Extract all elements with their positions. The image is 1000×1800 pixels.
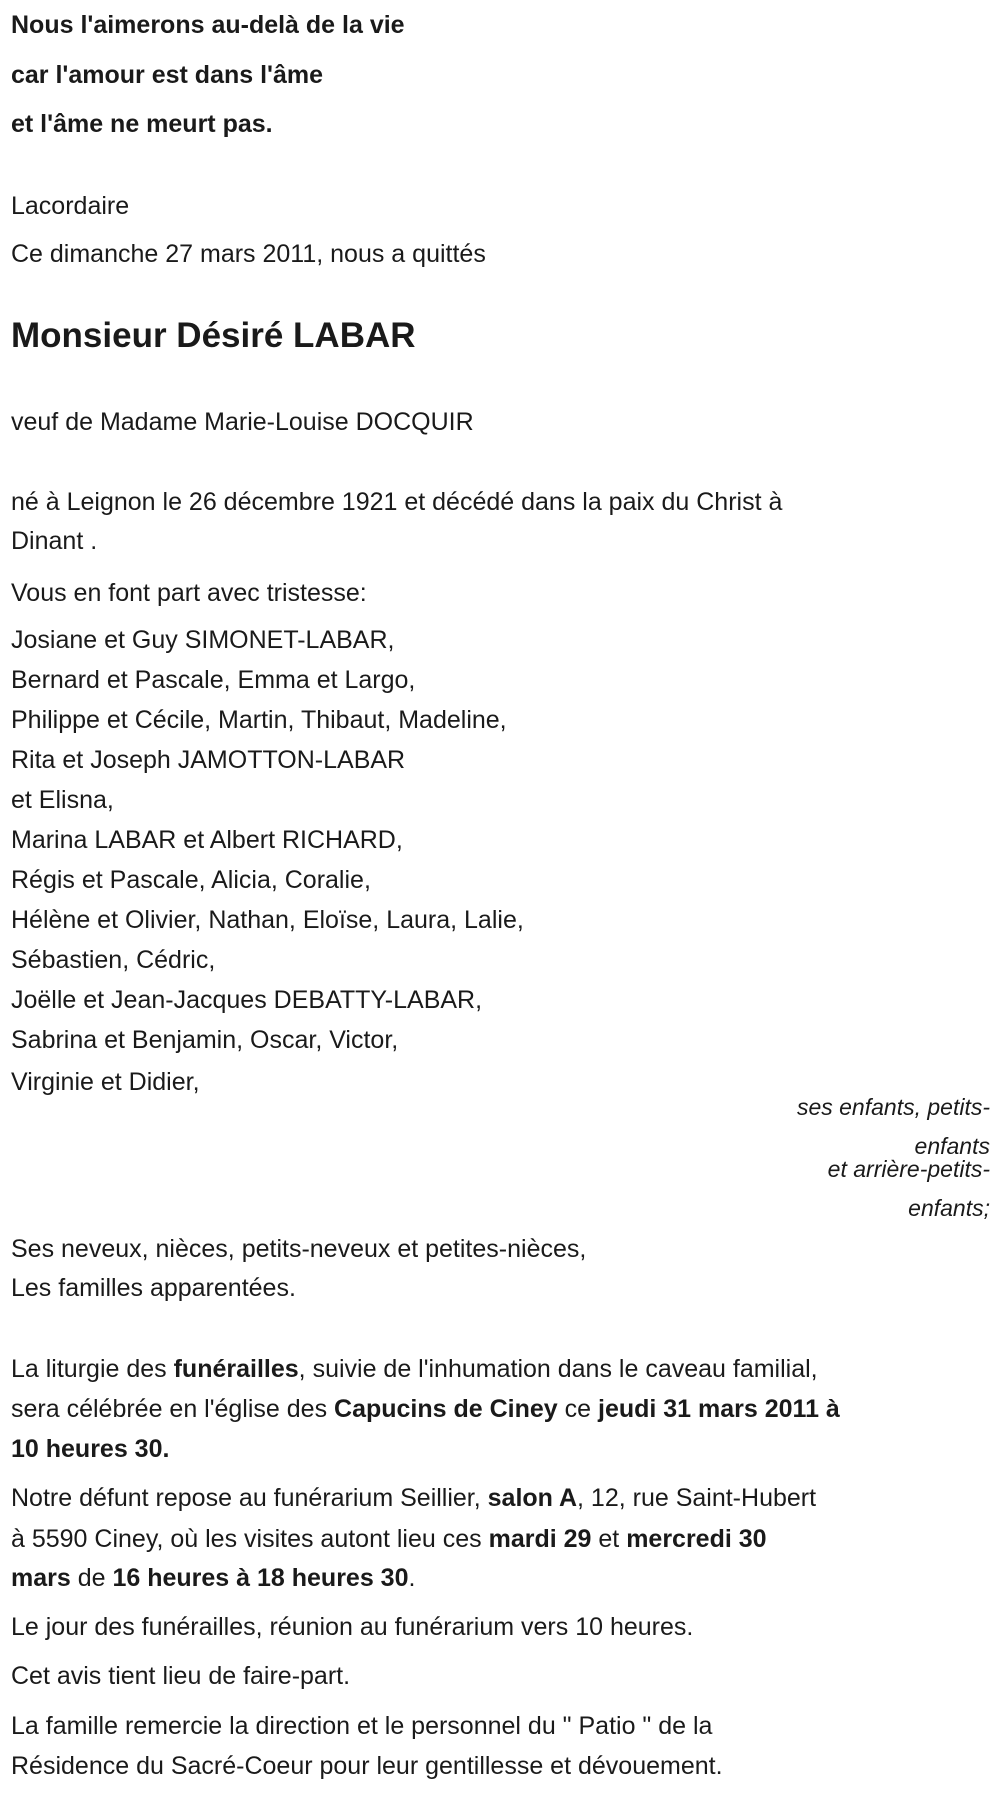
- text: La liturgie des: [11, 1355, 174, 1383]
- family-line: Bernard et Pascale, Emma et Largo,: [11, 666, 416, 694]
- liturgy-line: [11, 1349, 818, 1389]
- family-line: Sabrina et Benjamin, Oscar, Victor,: [11, 1026, 399, 1054]
- family-line: Marina LABAR et Albert RICHARD,: [11, 826, 403, 854]
- text: Capucins de Ciney: [334, 1395, 558, 1423]
- quote-author: Lacordaire: [11, 192, 130, 220]
- text: , 12, rue Saint-Hubert: [577, 1484, 817, 1512]
- visit-line: [11, 1478, 816, 1518]
- birth-line: né à Leignon le 26 décembre 1921 et décédé dans la paix du Christ à: [11, 488, 783, 516]
- text: mardi 29: [488, 1525, 592, 1553]
- text: mercredi 30: [626, 1525, 767, 1553]
- thanks-line: Résidence du Sacré-Coeur pour leur gentillesse et dévouement.: [11, 1752, 723, 1780]
- others-line: Les familles apparentées.: [11, 1274, 296, 1302]
- intro: Ce dimanche 27 mars 2011, nous a quittés: [11, 240, 486, 268]
- relation-line: ses enfants, petits-: [796, 1094, 990, 1120]
- birth-line: Dinant .: [11, 527, 98, 555]
- deceased-name: Monsieur Désiré LABAR: [11, 316, 416, 355]
- family-line: Régis et Pascale, Alicia, Coralie,: [11, 866, 371, 894]
- visit-line: [11, 1519, 767, 1559]
- text: et: [591, 1525, 627, 1553]
- text: salon A: [487, 1484, 578, 1512]
- family-line: Joëlle et Jean-Jacques DEBATTY-LABAR,: [11, 986, 483, 1014]
- announce: Vous en font part avec tristesse:: [11, 579, 367, 607]
- visit-line: [11, 1558, 415, 1598]
- text: jeudi 31 mars 2011 à: [598, 1395, 840, 1423]
- meeting: Le jour des funérailles, réunion au funérarium vers 10 heures.: [11, 1613, 694, 1641]
- family-line: Sébastien, Cédric,: [11, 946, 216, 974]
- liturgy-line: 10 heures 30.: [11, 1435, 170, 1463]
- text: , suivie de l'inhumation dans le caveau familial,: [298, 1355, 818, 1383]
- relation-line: enfants: [914, 1133, 990, 1159]
- quote-line: et l'âme ne meurt pas.: [11, 110, 273, 138]
- text: funérailles: [173, 1355, 299, 1383]
- family-line: Rita et Joseph JAMOTTON-LABAR: [11, 746, 406, 774]
- quote-line: Nous l'aimerons au-delà de la vie: [11, 11, 405, 39]
- text: ce: [557, 1395, 598, 1423]
- notice: Cet avis tient lieu de faire-part.: [11, 1662, 351, 1690]
- text: à 5590 Ciney, où les visites autont lieu ces: [11, 1525, 489, 1553]
- text: .: [408, 1564, 416, 1592]
- text: Notre défunt repose au funérarium Seillier,: [11, 1484, 488, 1512]
- text: sera célébrée en l'église des: [11, 1395, 335, 1423]
- liturgy-line: [11, 1389, 840, 1429]
- relation-line: et arrière-petits-: [827, 1156, 990, 1182]
- family-line: et Elisna,: [11, 786, 114, 814]
- family-line: Virginie et Didier,: [11, 1068, 200, 1096]
- text: de: [70, 1564, 113, 1592]
- text: 16 heures à 18 heures 30: [112, 1564, 409, 1592]
- quote-line: car l'amour est dans l'âme: [11, 61, 324, 89]
- thanks-line: La famille remercie la direction et le personnel du " Patio " de la: [11, 1712, 713, 1740]
- family-line: Philippe et Cécile, Martin, Thibaut, Madeline,: [11, 706, 507, 734]
- family-line: Hélène et Olivier, Nathan, Eloïse, Laura, Lalie,: [11, 906, 524, 934]
- spouse: veuf de Madame Marie-Louise DOCQUIR: [11, 408, 474, 436]
- family-line: Josiane et Guy SIMONET-LABAR,: [11, 626, 395, 654]
- text: mars: [11, 1564, 71, 1592]
- others-line: Ses neveux, nièces, petits-neveux et petites-nièces,: [11, 1235, 587, 1263]
- relation-line: enfants;: [908, 1195, 990, 1221]
